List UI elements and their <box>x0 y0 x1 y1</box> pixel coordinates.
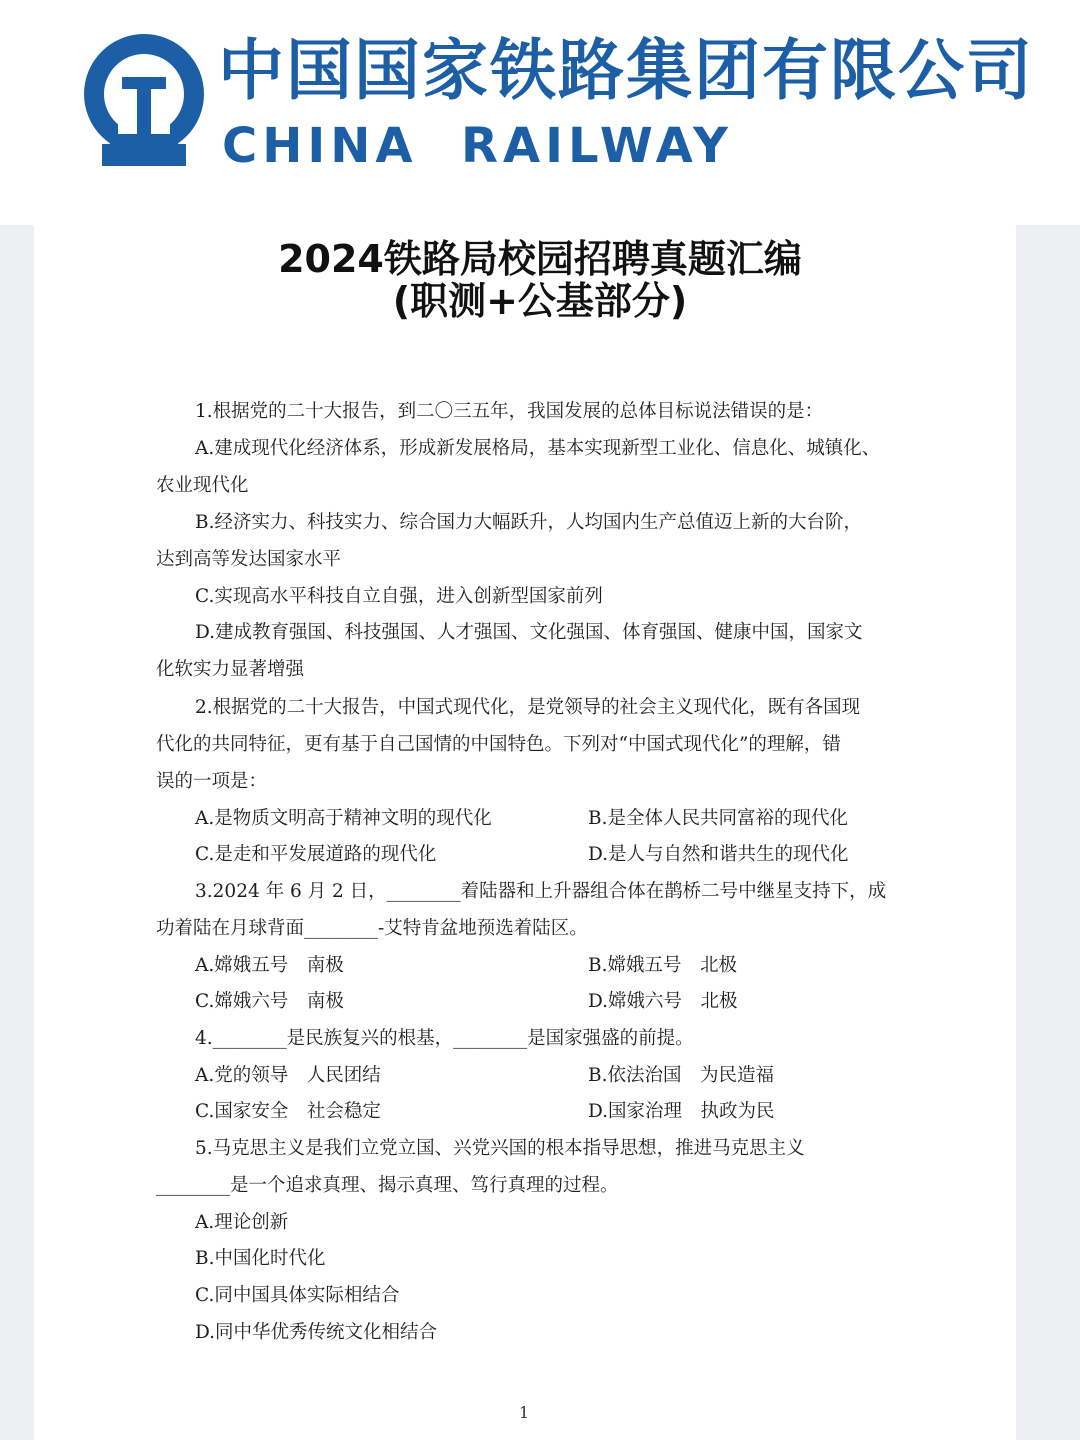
question-3-option-b: B.嫦娥五号 北极 <box>588 955 737 976</box>
page-number: 1 <box>519 1403 530 1422</box>
brand-name-chinese: 中国国家铁路集团有限公司 <box>218 32 1034 109</box>
question-1-option-b-cont: 达到高等发达国家水平 <box>156 549 342 570</box>
question-4-option-a: A.党的领导 人民团结 <box>195 1065 381 1086</box>
china-railway-logo-icon <box>82 32 206 172</box>
question-3-stem-cont: 功着陆在月球背面________-艾特肯盆地预选着陆区。 <box>156 918 588 939</box>
question-2-option-d: D.是人与自然和谐共生的现代化 <box>588 844 849 865</box>
question-2-option-b: B.是全体人民共同富裕的现代化 <box>588 808 848 829</box>
page-margin-left <box>0 225 34 1440</box>
question-5-stem-cont: ________是一个追求真理、揭示真理、笃行真理的过程。 <box>156 1175 619 1196</box>
question-4-stem: 4.________是民族复兴的根基，________是国家强盛的前提。 <box>195 1028 694 1049</box>
question-5-stem: 5.马克思主义是我们立党立国、兴党兴国的根本指导思想，推进马克思主义 <box>195 1138 805 1159</box>
question-1-option-d: D.建成教育强国、科技强国、人才强国、文化强国、体育强国、健康中国，国家文 <box>195 622 863 643</box>
question-1-option-a: A.建成现代化经济体系，形成新发展格局，基本实现新型工业化、信息化、城镇化、 <box>195 438 881 459</box>
question-4-option-d: D.国家治理 执政为民 <box>588 1101 775 1122</box>
question-1-stem: 1.根据党的二十大报告，到二〇三五年，我国发展的总体目标说法错误的是： <box>195 401 824 422</box>
brand-name-english: CHINA RAILWAY <box>222 118 733 174</box>
question-3-option-d: D.嫦娥六号 北极 <box>588 991 738 1012</box>
question-5-option-b: B.中国化时代化 <box>195 1248 326 1269</box>
document-subtitle: (职测+公基部分) <box>392 279 688 323</box>
question-5-option-c: C.同中国具体实际相结合 <box>195 1285 400 1306</box>
question-3-option-c: C.嫦娥六号 南极 <box>195 991 344 1012</box>
document-title: 2024铁路局校园招聘真题汇编 <box>278 237 802 281</box>
question-1-option-a-cont: 农业现代化 <box>156 475 249 496</box>
question-3-option-a: A.嫦娥五号 南极 <box>195 955 344 976</box>
page-margin-right <box>1016 225 1080 1440</box>
question-2-option-a: A.是物质文明高于精神文明的现代化 <box>195 808 492 829</box>
question-3-stem: 3.2024 年 6 月 2 日，________着陆器和上升器组合体在鹊桥二号中继星支持下，成 <box>195 881 887 902</box>
question-2-option-c: C.是走和平发展道路的现代化 <box>195 844 437 865</box>
question-4-option-c: C.国家安全 社会稳定 <box>195 1101 381 1122</box>
question-4-option-b: B.依法治国 为民造福 <box>588 1065 774 1086</box>
brand-header <box>0 0 1080 225</box>
question-2-stem-cont: 代化的共同特征，更有基于自己国情的中国特色。下列对“中国式现代化”的理解，错 <box>156 734 841 755</box>
question-5-option-a: A.理论创新 <box>195 1212 289 1233</box>
question-1-option-d-cont: 化软实力显著增强 <box>156 659 305 680</box>
question-5-option-d: D.同中华优秀传统文化相结合 <box>195 1322 438 1343</box>
question-1-option-c: C.实现高水平科技自立自强，进入创新型国家前列 <box>195 586 603 607</box>
question-1-option-b: B.经济实力、科技实力、综合国力大幅跃升，人均国内生产总值迈上新的大台阶， <box>195 512 862 533</box>
question-2-stem-cont-2: 误的一项是： <box>156 771 268 792</box>
question-2-stem: 2.根据党的二十大报告，中国式现代化，是党领导的社会主义现代化，既有各国现 <box>195 697 861 718</box>
